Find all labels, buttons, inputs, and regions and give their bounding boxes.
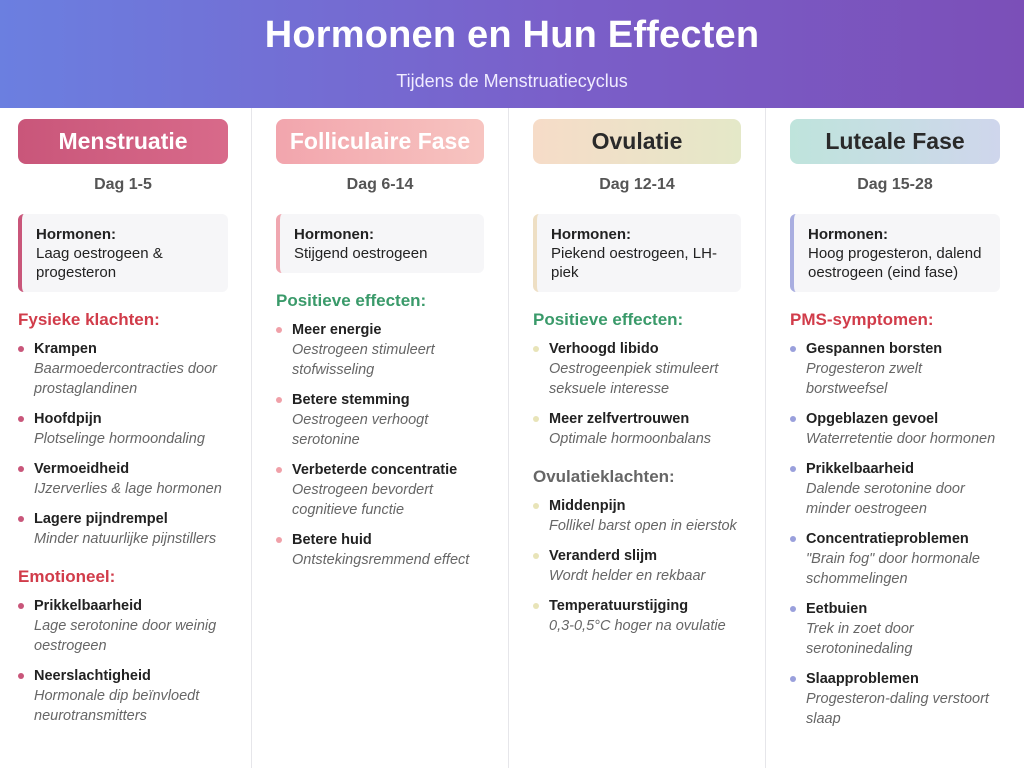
item-desc: Ontstekingsremmend effect: [292, 552, 470, 568]
hormone-text: Hoog progesteron, dalend oestrogeen (eind fase): [808, 245, 982, 281]
hormone-box: [533, 214, 741, 292]
bullet-dot: [533, 503, 539, 509]
phase-days: Dag 6-14: [346, 176, 414, 193]
item-name: Krampen: [34, 341, 97, 357]
list-item: [18, 459, 228, 499]
hormone-text: Piekend oestrogeen, LH-piek: [551, 245, 717, 281]
list-item: [276, 460, 484, 520]
hormone-label: Hormonen:: [36, 226, 116, 243]
item-desc: Progesteron zwelt borstweefsel: [806, 361, 923, 397]
list-item: [790, 409, 1000, 449]
list-item: [18, 509, 228, 549]
list-item: [18, 409, 228, 449]
item-desc: Minder natuurlijke pijnstillers: [34, 531, 217, 547]
bullet-dot: [790, 346, 796, 352]
section-title: PMS-symptomen:: [790, 310, 934, 329]
bullet-dot: [18, 603, 24, 609]
list-item: [276, 320, 484, 380]
item-desc: Baarmoedercontracties door prostaglandinen: [34, 361, 217, 397]
hormone-box: [276, 214, 484, 273]
list-item: [276, 390, 484, 450]
page-title: Hormonen en Hun Effecten: [264, 14, 760, 56]
list-item: [18, 339, 228, 399]
item-desc: "Brain fog" door hormonale schommelingen: [806, 551, 980, 587]
item-name: Slaapproblemen: [806, 671, 919, 687]
item-name: Verbeterde concentratie: [292, 462, 458, 478]
item-desc: Progesteron-daling verstoort slaap: [806, 691, 989, 727]
list-item: [790, 529, 1000, 589]
item-desc: Waterretentie door hormonen: [806, 431, 996, 447]
item-name: Concentratieproblemen: [806, 531, 969, 547]
item-desc: Oestrogeen stimuleert stofwisseling: [292, 342, 435, 378]
bullet-dot: [18, 466, 24, 472]
hormone-label: Hormonen:: [294, 226, 374, 243]
phase-title-menstruatie: Menstruatie: [18, 119, 228, 164]
item-name: Prikkelbaarheid: [34, 598, 142, 614]
item-desc: Lage serotonine door weinig oestrogeen: [34, 618, 217, 654]
hormone-text: Laag oestrogeen & progesteron: [36, 245, 163, 281]
bullet-dot: [790, 606, 796, 612]
list-item: [790, 669, 1000, 729]
item-name: Temperatuurstijging: [549, 598, 689, 614]
page-subtitle: Tijdens de Menstruatiecyclus: [396, 71, 628, 91]
section-title: Positieve effecten:: [533, 310, 684, 329]
list-item: [18, 596, 228, 656]
list-item: [276, 530, 484, 570]
item-desc: 0,3-0,5°C hoger na ovulatie: [549, 618, 726, 634]
bullet-dot: [790, 416, 796, 422]
item-desc: Dalende serotonine door minder oestrogeen: [806, 481, 965, 517]
item-name: Hoofdpijn: [34, 411, 102, 427]
section-title: Fysieke klachten:: [18, 310, 160, 329]
list-item: [790, 459, 1000, 519]
section-title: Ovulatieklachten:: [533, 467, 675, 486]
phase-days: Dag 15-28: [857, 176, 933, 193]
item-desc: Optimale hormoonbalans: [549, 431, 712, 447]
list-item: [533, 496, 741, 536]
hormone-box: [790, 214, 1000, 292]
section-title: Emotioneel:: [18, 567, 116, 586]
bullet-dot: [790, 676, 796, 682]
list-item: [533, 596, 741, 636]
bullet-dot: [790, 536, 796, 542]
bullet-dot: [276, 397, 282, 403]
item-name: Neerslachtigheid: [34, 668, 151, 684]
item-name: Verhoogd libido: [549, 341, 659, 357]
item-name: Betere stemming: [292, 392, 410, 408]
column-menstruatie: [0, 108, 252, 768]
bullet-dot: [276, 537, 282, 543]
column-folliculaire-fase: [252, 108, 509, 768]
section-title: Positieve effecten:: [276, 291, 427, 310]
column-luteale-fase: [766, 108, 1024, 768]
item-name: Eetbuien: [806, 601, 868, 617]
phase-days: Dag 1-5: [94, 176, 152, 193]
item-desc: Oestrogeen verhoogt serotonine: [292, 412, 429, 448]
bullet-dot: [533, 346, 539, 352]
bullet-dot: [18, 516, 24, 522]
bullet-dot: [533, 603, 539, 609]
list-item: [533, 546, 741, 586]
item-desc: Oestrogeenpiek stimuleert seksuele interesse: [549, 361, 719, 397]
column-ovulatie: [509, 108, 766, 768]
item-name: Lagere pijndrempel: [34, 511, 168, 527]
item-desc: IJzerverlies & lage hormonen: [34, 481, 222, 497]
phase-title-luteale: Luteale Fase: [790, 119, 1000, 164]
hormone-text: Stijgend oestrogeen: [294, 245, 428, 262]
phase-title-folliculaire: Folliculaire Fase: [276, 119, 484, 164]
bullet-dot: [533, 553, 539, 559]
list-item: [790, 599, 1000, 659]
hormone-label: Hormonen:: [808, 226, 888, 243]
list-item: [533, 339, 741, 399]
list-item: [533, 409, 741, 449]
list-item: [790, 339, 1000, 399]
phase-days: Dag 12-14: [599, 176, 675, 193]
bullet-dot: [533, 416, 539, 422]
item-name: Middenpijn: [549, 498, 626, 514]
list-item: [18, 666, 228, 726]
page-header: [0, 0, 1024, 108]
bullet-dot: [276, 327, 282, 333]
item-desc: Oestrogeen bevordert cognitieve functie: [292, 482, 434, 518]
hormone-label: Hormonen:: [551, 226, 631, 243]
item-desc: Wordt helder en rekbaar: [549, 568, 706, 584]
item-name: Prikkelbaarheid: [806, 461, 914, 477]
hormone-box: [18, 214, 228, 292]
item-name: Vermoeidheid: [34, 461, 130, 477]
bullet-dot: [276, 467, 282, 473]
item-name: Meer energie: [292, 322, 382, 338]
phase-columns: [0, 108, 1024, 768]
item-desc: Trek in zoet door serotoninedaling: [806, 621, 914, 657]
bullet-dot: [790, 466, 796, 472]
item-name: Gespannen borsten: [806, 341, 943, 357]
phase-title-ovulatie: Ovulatie: [533, 119, 741, 164]
bullet-dot: [18, 346, 24, 352]
item-desc: Plotselinge hormoondaling: [34, 431, 205, 447]
bullet-dot: [18, 416, 24, 422]
item-desc: Follikel barst open in eierstok: [549, 518, 737, 534]
item-name: Veranderd slijm: [549, 548, 657, 564]
item-name: Opgeblazen gevoel: [806, 411, 939, 427]
item-desc: Hormonale dip beïnvloedt neurotransmitters: [34, 688, 200, 724]
bullet-dot: [18, 673, 24, 679]
item-name: Meer zelfvertrouwen: [549, 411, 690, 427]
item-name: Betere huid: [292, 532, 372, 548]
